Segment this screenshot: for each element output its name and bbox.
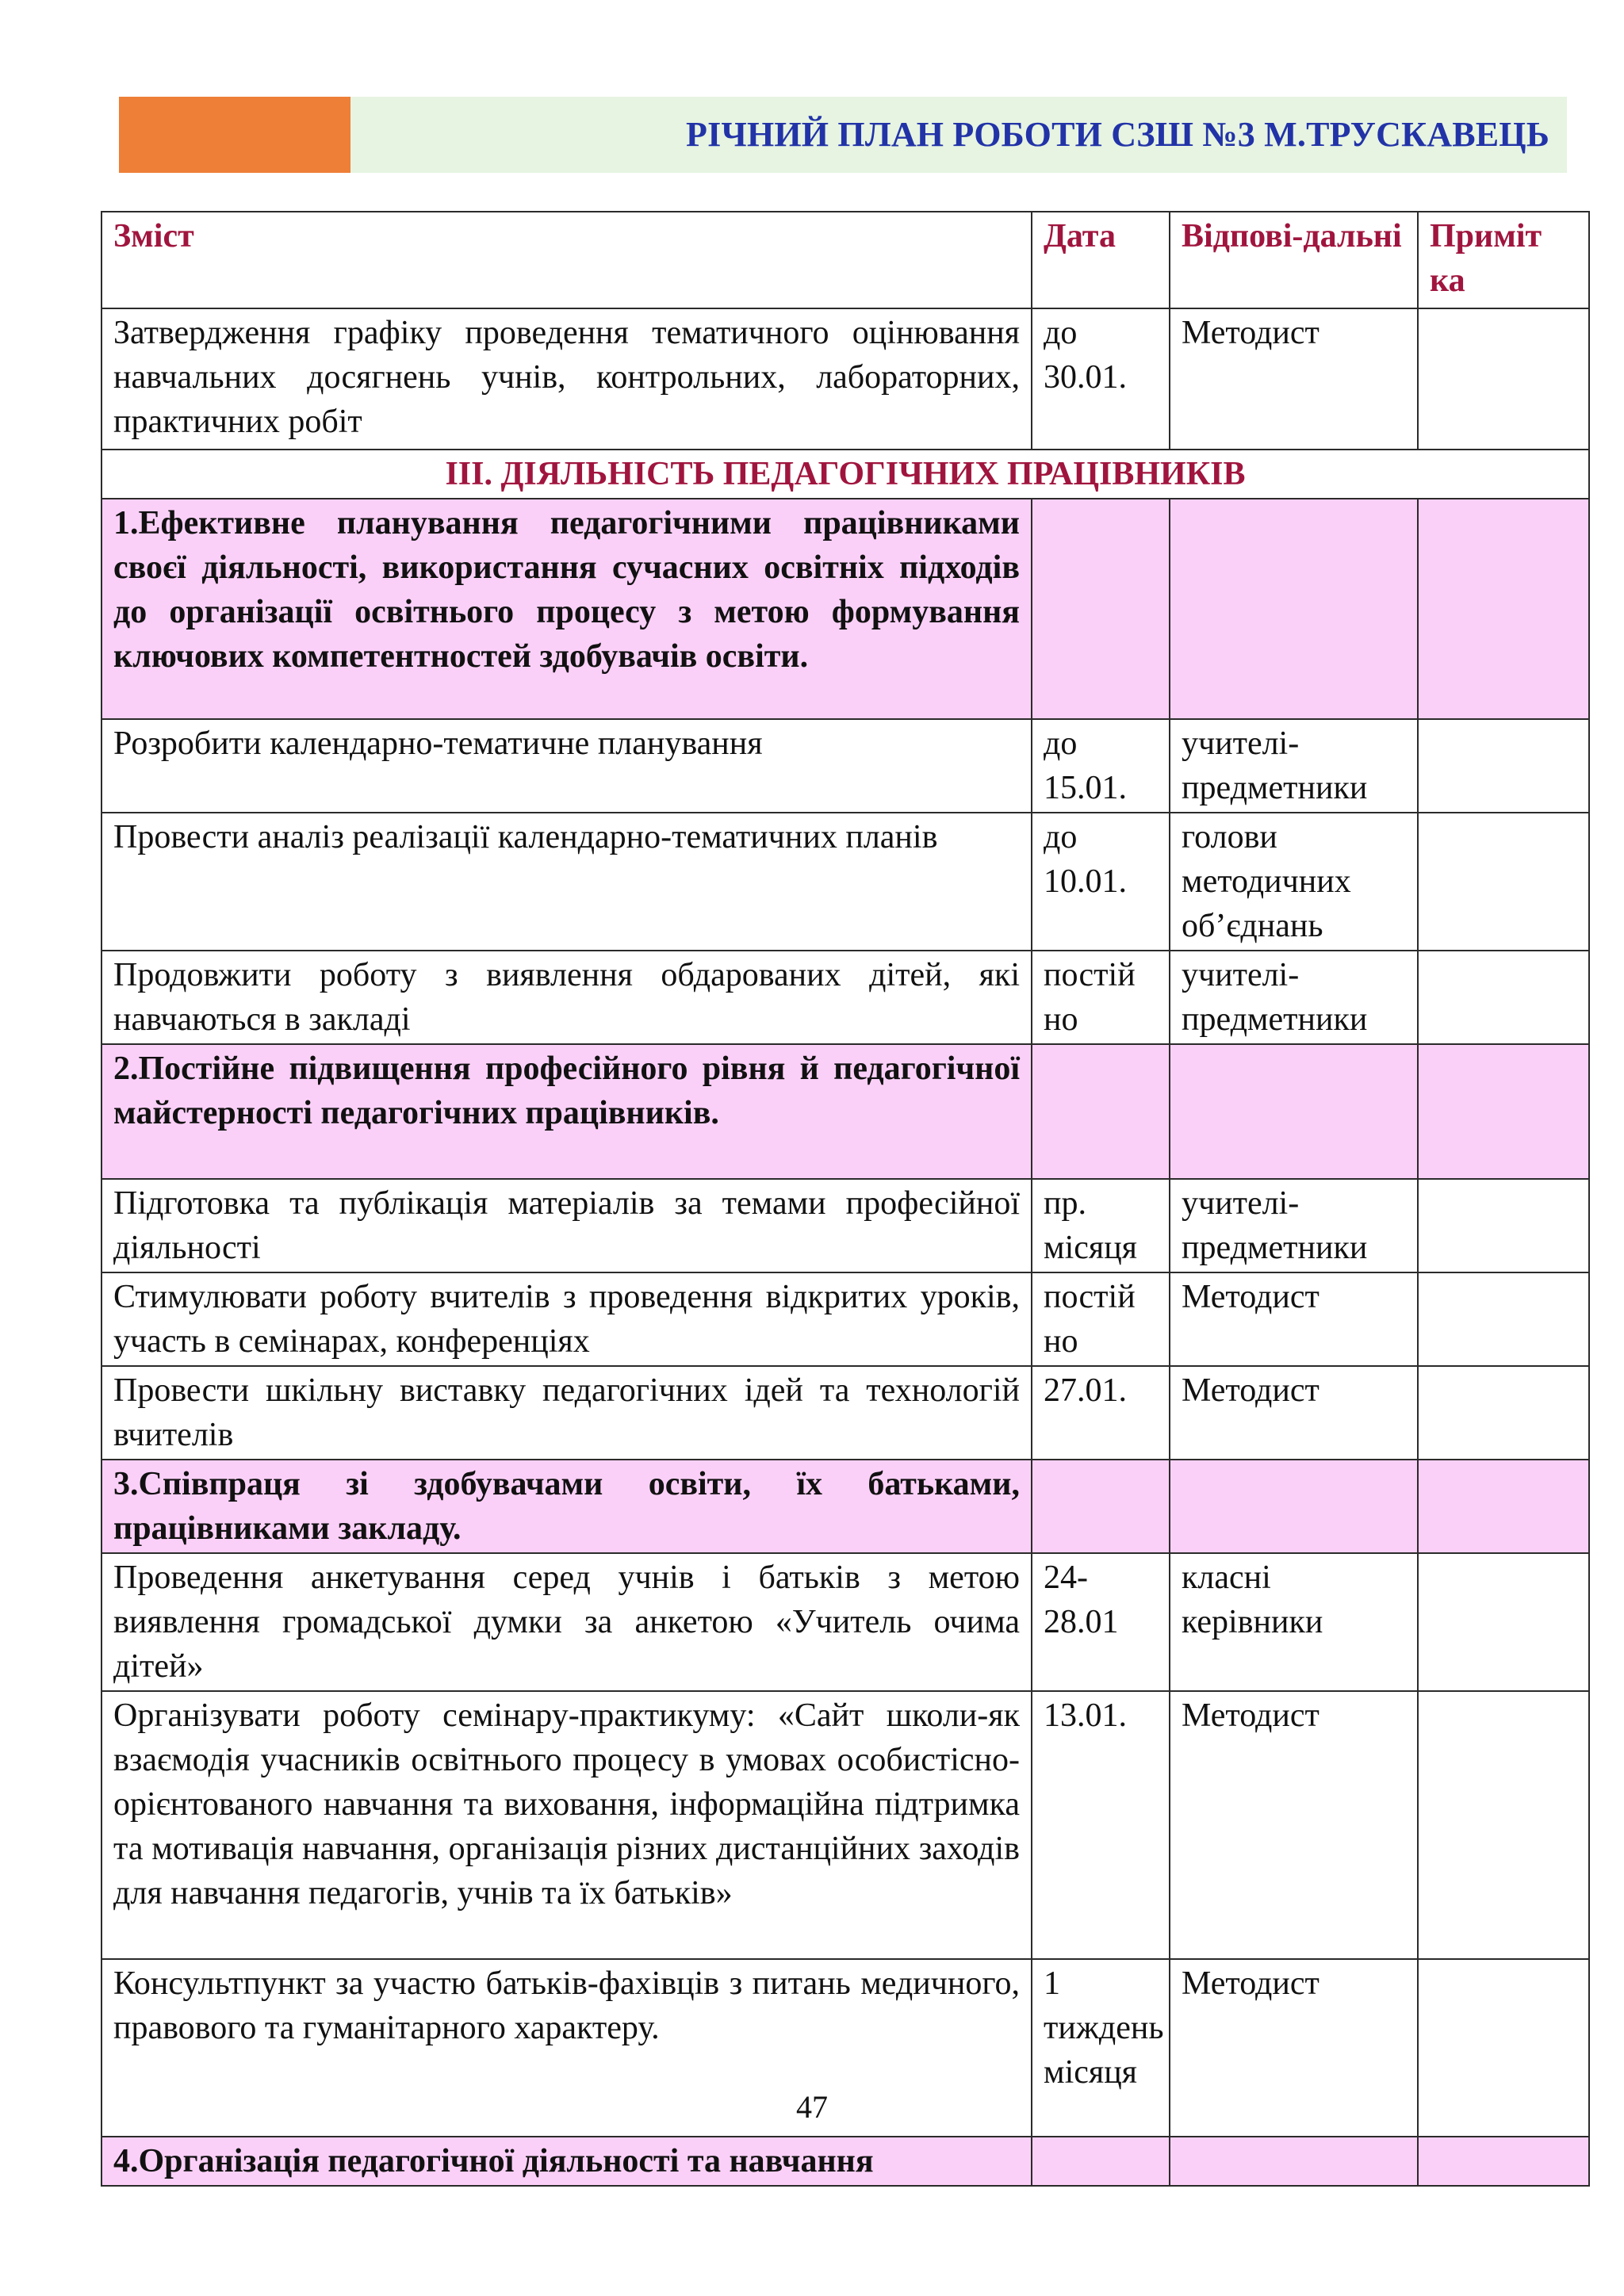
row-date: 1 тиждень місяця xyxy=(1032,1959,1170,2137)
row-date: постій но xyxy=(1032,1272,1170,1366)
row-responsible: учителі-предметники xyxy=(1170,719,1418,813)
row-date: до 10.01. xyxy=(1032,813,1170,951)
row-date xyxy=(1032,1460,1170,1553)
row-note xyxy=(1418,719,1589,813)
row-content: Стимулювати роботу вчителів з проведення відкритих уроків, участь в семінарах, конференціях xyxy=(102,1272,1032,1366)
row-date: 13.01. xyxy=(1032,1691,1170,1959)
table-row xyxy=(102,308,1589,450)
row-note xyxy=(1418,308,1589,450)
row-content: Консультпункт за участю батьків-фахівців з питань медичного, правового та гуманітарного характеру. xyxy=(102,1959,1032,2137)
row-responsible xyxy=(1170,1460,1418,1553)
section-heading-row xyxy=(102,450,1589,499)
row-note xyxy=(1418,1272,1589,1366)
row-date: 27.01. xyxy=(1032,1366,1170,1460)
plan-table xyxy=(101,211,1590,2187)
row-responsible: учителі-предметники xyxy=(1170,951,1418,1044)
row-responsible: класні керівники xyxy=(1170,1553,1418,1691)
row-note xyxy=(1418,499,1589,719)
row-note xyxy=(1418,1460,1589,1553)
row-content: Розробити календарно-тематичне планування xyxy=(102,719,1032,813)
row-note xyxy=(1418,1553,1589,1691)
table-row xyxy=(102,813,1589,951)
row-note xyxy=(1418,2137,1589,2186)
table-row xyxy=(102,1272,1589,1366)
row-responsible: Методист xyxy=(1170,1959,1418,2137)
row-note xyxy=(1418,813,1589,951)
row-date xyxy=(1032,2137,1170,2186)
table-row xyxy=(102,1553,1589,1691)
row-content: 3.Співпраця зі здобувачами освіти, їх батьками, працівниками закладу. xyxy=(102,1460,1032,1553)
row-responsible: Методист xyxy=(1170,308,1418,450)
table-row-highlight xyxy=(102,499,1589,719)
row-responsible xyxy=(1170,499,1418,719)
row-note xyxy=(1418,1179,1589,1272)
row-note xyxy=(1418,951,1589,1044)
page-header xyxy=(119,97,1567,173)
row-responsible: Методист xyxy=(1170,1366,1418,1460)
header-accent-block xyxy=(119,97,350,173)
row-content: 4.Організація педагогічної діяльності та навчання xyxy=(102,2137,1032,2186)
table-row-highlight xyxy=(102,1044,1589,1179)
row-date: постій но xyxy=(1032,951,1170,1044)
row-responsible: голови методичних об’єднань xyxy=(1170,813,1418,951)
row-content: Затвердження графіку проведення тематичного оцінювання навчальних досягнень учнів, контрольних, лабораторних, практичних робіт xyxy=(102,308,1032,450)
header-date: Дата xyxy=(1032,212,1170,308)
row-responsible: учителі-предметники xyxy=(1170,1179,1418,1272)
header-title: РІЧНИЙ ПЛАН РОБОТИ СЗШ №3 М.ТРУСКАВЕЦЬ xyxy=(686,115,1549,154)
row-content: Провести шкільну виставку педагогічних ідей та технологій вчителів xyxy=(102,1366,1032,1460)
header-content: Зміст xyxy=(102,212,1032,308)
row-responsible: Методист xyxy=(1170,1272,1418,1366)
row-responsible xyxy=(1170,1044,1418,1179)
row-content: Організувати роботу семінару-практикуму: «Сайт школи-як взаємодія учасників освітнього процесу в умовах особистісно-орієнтованого навчання та виховання, інформаційна підтримка та мотивація навчання, організація різних дистанційних заходів для навчання педагогів, учнів та їх батьків» xyxy=(102,1691,1032,1959)
row-date xyxy=(1032,499,1170,719)
row-content: 1.Ефективне планування педагогічними працівниками своєї діяльності, використання сучасних освітніх підходів до організації освітнього процесу з метою формування ключових компетентностей здобувачів освіти. xyxy=(102,499,1032,719)
row-content: Проведення анкетування серед учнів і батьків з метою виявлення громадської думки за анкетою «Учитель очима дітей» xyxy=(102,1553,1032,1691)
row-date: 24-28.01 xyxy=(1032,1553,1170,1691)
row-note xyxy=(1418,1044,1589,1179)
table-header-row xyxy=(102,212,1589,308)
row-date: пр. місяця xyxy=(1032,1179,1170,1272)
row-responsible xyxy=(1170,2137,1418,2186)
row-content: Продовжити роботу з виявлення обдарованих дітей, які навчаються в закладі xyxy=(102,951,1032,1044)
header-note: Приміт ка xyxy=(1418,212,1589,308)
row-content: Підготовка та публікація матеріалів за темами професійної діяльності xyxy=(102,1179,1032,1272)
row-date xyxy=(1032,1044,1170,1179)
row-date: до 15.01. xyxy=(1032,719,1170,813)
row-responsible: Методист xyxy=(1170,1691,1418,1959)
row-note xyxy=(1418,1366,1589,1460)
section-title: ІІІ. ДІЯЛЬНІСТЬ ПЕДАГОГІЧНИХ ПРАЦІВНИКІВ xyxy=(102,450,1589,499)
page-number: 47 xyxy=(796,2089,828,2125)
table-row xyxy=(102,1179,1589,1272)
table-row-highlight xyxy=(102,1460,1589,1553)
table-row xyxy=(102,951,1589,1044)
header-responsible: Відпові-дальні xyxy=(1170,212,1418,308)
row-note xyxy=(1418,1691,1589,1959)
table-row xyxy=(102,1691,1589,1959)
table-row xyxy=(102,1366,1589,1460)
row-content: 2.Постійне підвищення професійного рівня й педагогічної майстерності педагогічних працівників. xyxy=(102,1044,1032,1179)
row-date: до 30.01. xyxy=(1032,308,1170,450)
table-row-highlight xyxy=(102,2137,1589,2186)
row-content: Провести аналіз реалізації календарно-тематичних планів xyxy=(102,813,1032,951)
table-row xyxy=(102,719,1589,813)
